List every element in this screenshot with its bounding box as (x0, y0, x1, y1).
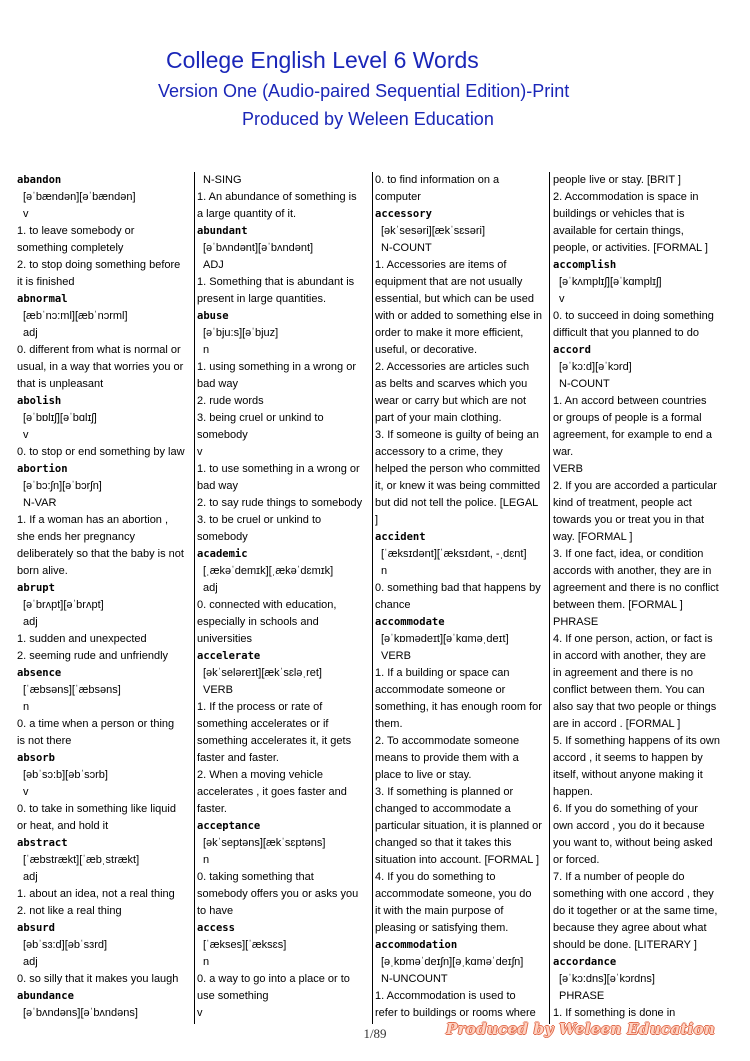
word-column-4 (553, 172, 731, 1024)
headword: abolish (17, 395, 62, 407)
definition-line: 0. to succeed in doing something (553, 310, 714, 322)
definition-line: accessory to a crime, they (375, 446, 503, 458)
entry-detail-line: [ˈæbsəns][ˈæbsəns] (23, 684, 121, 696)
producer-line: Produced by Weleen Education (242, 109, 494, 129)
definition-line: 1. If a building or space can (375, 667, 510, 679)
definition-line: available for certain things, (553, 225, 684, 237)
entry-detail-line: [əˈkʌmplɪʃ][əˈkɑmplɪʃ] (559, 276, 662, 288)
definition-line: itself, without anyone making it (553, 769, 703, 781)
definition-line: v (197, 1007, 203, 1019)
definition-line: in agreement and there is no (553, 667, 694, 679)
definition-line: particular situation, it is planned or (375, 820, 542, 832)
definition-line: 6. If you do something of your (553, 803, 698, 815)
definition-line: 1. If a woman has an abortion , (17, 514, 169, 526)
entry-detail-line: v (559, 293, 565, 305)
headword: abrupt (17, 582, 55, 594)
definition-line: people, or activities. [FORMAL ] (553, 242, 708, 254)
headword: absurd (17, 922, 55, 934)
definition-line: 4. If you do something to (375, 871, 496, 883)
entry-detail-line: adj (203, 582, 218, 594)
entry-detail-line: [əˈbʌndənt][əˈbʌndənt] (203, 242, 314, 254)
definition-line: 1. Something that is abundant is (197, 276, 355, 288)
definition-line: 4. If one person, action, or fact is (553, 633, 713, 645)
definition-line: happen. (553, 786, 593, 798)
entry-detail-line: adj (23, 327, 38, 339)
definition-line: deliberately so that the baby is not (17, 548, 184, 560)
definition-line: place to live or stay. (375, 769, 472, 781)
entry-detail-line: PHRASE (559, 990, 605, 1002)
definition-line: 2. To accommodate someone (375, 735, 520, 747)
definition-line: to have (197, 905, 234, 917)
definition-line: situation into account. [FORMAL ] (375, 854, 540, 866)
definition-line: also say that two people or things (553, 701, 717, 713)
definition-line: kind of treatment, people act (553, 497, 692, 509)
entry-detail-line: v (23, 208, 29, 220)
definition-line: 1. Accommodation is used to (375, 990, 516, 1002)
entry-detail-line: [ˈæbstrækt][ˈæbˌstrækt] (23, 854, 140, 866)
definition-line: pleasing or satisfying them. (375, 922, 509, 934)
definition-line: is not there (17, 735, 72, 747)
headword: abortion (17, 463, 68, 475)
definition-line: essential, but which can be used (375, 293, 534, 305)
definition-line: or heat, and hold it (17, 820, 109, 832)
definition-line: somebody (197, 429, 248, 441)
entry-detail-line: [æbˈnɔ:ml][æbˈnɔrml] (23, 310, 128, 322)
headword: acceptance (197, 820, 261, 832)
definition-line: useful, or decorative. (375, 344, 478, 356)
definition-line: 1. about an idea, not a real thing (17, 888, 175, 900)
definition-line: 2. Accommodation is space in (553, 191, 699, 203)
headword: abuse (197, 310, 229, 322)
headword: accessory (375, 208, 432, 220)
definition-line: it with the main purpose of (375, 905, 504, 917)
definition-line: bad way (197, 378, 238, 390)
definition-line: buildings or vehicles that is (553, 208, 685, 220)
definition-line: war. (553, 446, 574, 458)
definition-line: computer (375, 191, 421, 203)
entry-detail-line: [əbˈsɜ:d][əbˈsɜrd] (23, 939, 108, 951)
entry-detail-line: v (23, 786, 29, 798)
definition-line: it, or knew it was being committed (375, 480, 541, 492)
entry-detail-line: n (203, 344, 210, 356)
headword: abundance (17, 990, 74, 1002)
definition-line: means to provide them with a (375, 752, 519, 764)
definition-line: changed so that it takes this (375, 837, 512, 849)
entry-detail-line: [əkˈseptəns][ækˈsɛptəns] (203, 837, 326, 849)
definition-line: accelerates , it goes faster and (197, 786, 347, 798)
definition-line: 0. different from what is normal or (17, 344, 181, 356)
definition-line: as belts and scarves which you (375, 378, 528, 390)
definition-line: 0. taking something that (197, 871, 314, 883)
definition-line: do it together or at the same time, (553, 905, 718, 917)
headword: academic (197, 548, 248, 560)
word-column-1 (17, 172, 192, 1024)
definition-line: between them. [FORMAL ] (553, 599, 683, 611)
definition-line: 2. Accessories are articles such (375, 361, 530, 373)
entry-detail-line: n (381, 565, 388, 577)
headword: accord (553, 344, 591, 356)
headword: access (197, 922, 235, 934)
definition-line: something, it has enough room for (375, 701, 542, 713)
definition-line: accords with another, they are in (553, 565, 712, 577)
headword: abstract (17, 837, 68, 849)
definition-line: 2. to say rude things to somebody (197, 497, 363, 509)
definition-line: agreement and there is no conflict (553, 582, 719, 594)
definition-line: ] (375, 514, 379, 526)
definition-line: 2. seeming rude and unfriendly (17, 650, 169, 662)
page-number: 1/89 (363, 1026, 387, 1041)
definition-line: with or added to something else in (375, 310, 542, 322)
entry-detail-line: [əˈbju:s][əˈbjuz] (203, 327, 279, 339)
definition-line: faster and faster. (197, 752, 279, 764)
definition-line: changed to accommodate a (375, 803, 511, 815)
definition-line: 1. sudden and unexpected (17, 633, 147, 645)
word-list (17, 172, 733, 1024)
entry-detail-line: [əˈbɔ:ʃn][əˈbɔrʃn] (23, 480, 102, 492)
entry-detail-line: VERB (203, 684, 233, 696)
definition-line: own accord , you do it because (553, 820, 705, 832)
definition-line: something completely (17, 242, 124, 254)
definition-line: a large quantity of it. (197, 208, 297, 220)
definition-line: 0. to find information on a (375, 174, 500, 186)
entry-detail-line: N-SING (203, 174, 242, 186)
definition-line: 1. If the process or rate of (197, 701, 323, 713)
definition-line: 3. If one fact, idea, or condition (553, 548, 704, 560)
definition-line: 2. not like a real thing (17, 905, 122, 917)
entry-detail-line: N-VAR (23, 497, 57, 509)
entry-detail-line: N-COUNT (381, 242, 432, 254)
definition-line: v (197, 446, 203, 458)
definition-line: 1. If something is done in (553, 1007, 676, 1019)
definition-line: somebody (197, 531, 248, 543)
headword: accelerate (197, 650, 261, 662)
definition-line: VERB (553, 463, 583, 475)
definition-line: helped the person who committed (375, 463, 541, 475)
definition-line: something accelerates it, it gets (197, 735, 352, 747)
definition-line: 1. Accessories are items of (375, 259, 507, 271)
entry-detail-line: v (23, 429, 29, 441)
word-column-2 (197, 172, 371, 1024)
definition-line: but did not tell the police. [LEGAL (375, 497, 539, 509)
definition-line: accord , it seems to happen by (553, 752, 703, 764)
document-header (0, 0, 750, 150)
definition-line: 3. being cruel or unkind to (197, 412, 324, 424)
definition-line: way. [FORMAL ] (553, 531, 633, 543)
definition-line: she ends her pregnancy (17, 531, 136, 543)
definition-line: difficult that you planned to do (553, 327, 699, 339)
entry-detail-line: adj (23, 616, 38, 628)
definition-line: something with one accord , they (553, 888, 714, 900)
headword: absence (17, 667, 62, 679)
definition-line: universities (197, 633, 253, 645)
definition-line: somebody offers you or asks you (197, 888, 359, 900)
definition-line: 0. a way to go into a place or to (197, 973, 350, 985)
definition-line: something accelerates or if (197, 718, 329, 730)
entry-detail-line: [əˈbændən][əˈbændən] (23, 191, 136, 203)
definition-line: 0. so silly that it makes you laugh (17, 973, 179, 985)
word-column-3 (375, 172, 548, 1024)
definition-line: 0. something bad that happens by (375, 582, 541, 594)
definition-line: order to make it more efficient, (375, 327, 524, 339)
definition-line: refer to buildings or rooms where (375, 1007, 536, 1019)
headword: accomplish (553, 259, 617, 271)
entry-detail-line: [ˌækəˈdemɪk][ˌækəˈdɛmɪk] (203, 565, 334, 577)
definition-line: 2. to stop doing something before (17, 259, 181, 271)
definition-line: 1. An accord between countries (553, 395, 707, 407)
entry-detail-line: [əˈkɒmədeɪt][əˈkɑməˌdeɪt] (381, 633, 509, 645)
definition-line: born alive. (17, 565, 68, 577)
definition-line: usual, in a way that worries you or (17, 361, 184, 373)
entry-detail-line: [ˈæksɪdənt][ˈæksɪdənt, -ˌdɛnt] (381, 548, 527, 560)
definition-line: 3. If someone is guilty of being an (375, 429, 539, 441)
definition-line: 2. rude words (197, 395, 264, 407)
definition-line: 0. a time when a person or thing (17, 718, 175, 730)
entry-detail-line: N-COUNT (559, 378, 610, 390)
definition-line: 2. When a moving vehicle (197, 769, 323, 781)
entry-detail-line: n (23, 701, 30, 713)
definition-line: in accord with another, they are (553, 650, 706, 662)
headword: abnormal (17, 293, 68, 305)
definition-line: people live or stay. [BRIT ] (553, 174, 681, 186)
definition-line: that is unpleasant (17, 378, 104, 390)
watermark: Produced by Weleen Education (446, 1020, 716, 1038)
headword: abundant (197, 225, 248, 237)
headword: accident (375, 531, 426, 543)
definition-line: faster. (197, 803, 227, 815)
definition-line: 3. If something is planned or (375, 786, 514, 798)
definition-line: wear or carry but which are not (375, 395, 527, 407)
definition-line: towards you or treat you in that (553, 514, 705, 526)
definition-line: bad way (197, 480, 238, 492)
entry-detail-line: [əˌkɒməˈdeɪʃn][əˌkɑməˈdeɪʃn] (381, 956, 524, 968)
entry-detail-line: [ˈækses][ˈæksɛs] (203, 939, 287, 951)
definition-line: conflict between them. You can (553, 684, 705, 696)
document-subtitle: Version One (Audio-paired Sequential Edition)-Print (158, 81, 570, 101)
definition-line: 5. If something happens of its own (553, 735, 720, 747)
definition-line: 0. to take in something like liquid (17, 803, 176, 815)
definition-line: equipment that are not usually (375, 276, 523, 288)
definition-line: use something (197, 990, 269, 1002)
entry-detail-line: [əbˈsɔ:b][əbˈsɔrb] (23, 769, 108, 781)
headword: accommodation (375, 939, 458, 951)
headword: absorb (17, 752, 55, 764)
definition-line: should be done. [LITERARY ] (553, 939, 697, 951)
entry-detail-line: [əˈbɒlɪʃ][əˈbɑlɪʃ] (23, 412, 97, 424)
definition-line: 1. An abundance of something is (197, 191, 357, 203)
definition-line: or forced. (553, 854, 600, 866)
definition-line: or groups of people is a formal (553, 412, 702, 424)
definition-line: 7. If a number of people do (553, 871, 685, 883)
entry-detail-line: [əˈkɔ:dns][əˈkɔrdns] (559, 973, 655, 985)
entry-detail-line: adj (23, 956, 38, 968)
definition-line: PHRASE (553, 616, 599, 628)
definition-line: it is finished (17, 276, 75, 288)
headword: abandon (17, 174, 62, 186)
entry-detail-line: adj (23, 871, 38, 883)
headword: accommodate (375, 616, 445, 628)
definition-line: part of your main clothing. (375, 412, 502, 424)
entry-detail-line: ADJ (203, 259, 224, 271)
entry-detail-line: N-UNCOUNT (381, 973, 448, 985)
headword: accordance (553, 956, 617, 968)
entry-detail-line: n (203, 854, 210, 866)
entry-detail-line: [əˈbʌndəns][əˈbʌndəns] (23, 1007, 138, 1019)
definition-line: 0. to stop or end something by law (17, 446, 185, 458)
definition-line: them. (375, 718, 403, 730)
definition-line: agreement, for example to end a (553, 429, 712, 441)
definition-line: accommodate someone, you do (375, 888, 532, 900)
definition-line: 3. to be cruel or unkind to (197, 514, 322, 526)
document-title: College English Level 6 Words (166, 47, 479, 73)
entry-detail-line: VERB (381, 650, 411, 662)
definition-line: present in large quantities. (197, 293, 327, 305)
definition-line: 2. If you are accorded a particular (553, 480, 717, 492)
entry-detail-line: [əkˈsesəri][ækˈsɛsəri] (381, 225, 486, 237)
definition-line: 0. connected with education, (197, 599, 337, 611)
definition-line: 1. using something in a wrong or (197, 361, 356, 373)
entry-detail-line: [əˈkɔ:d][əˈkɔrd] (559, 361, 632, 373)
definition-line: especially in schools and (197, 616, 319, 628)
entry-detail-line: [əkˈseləreɪt][ækˈsɛləˌret] (203, 667, 322, 679)
entry-detail-line: [əˈbrʌpt][əˈbrʌpt] (23, 599, 104, 611)
definition-line: you want to, without being asked (553, 837, 713, 849)
definition-line: 1. to leave somebody or (17, 225, 135, 237)
definition-line: chance (375, 599, 411, 611)
definition-line: are in accord . [FORMAL ] (553, 718, 681, 730)
definition-line: because they agree about what (553, 922, 707, 934)
definition-line: accommodate someone or (375, 684, 506, 696)
entry-detail-line: n (203, 956, 210, 968)
definition-line: 1. to use something in a wrong or (197, 463, 360, 475)
